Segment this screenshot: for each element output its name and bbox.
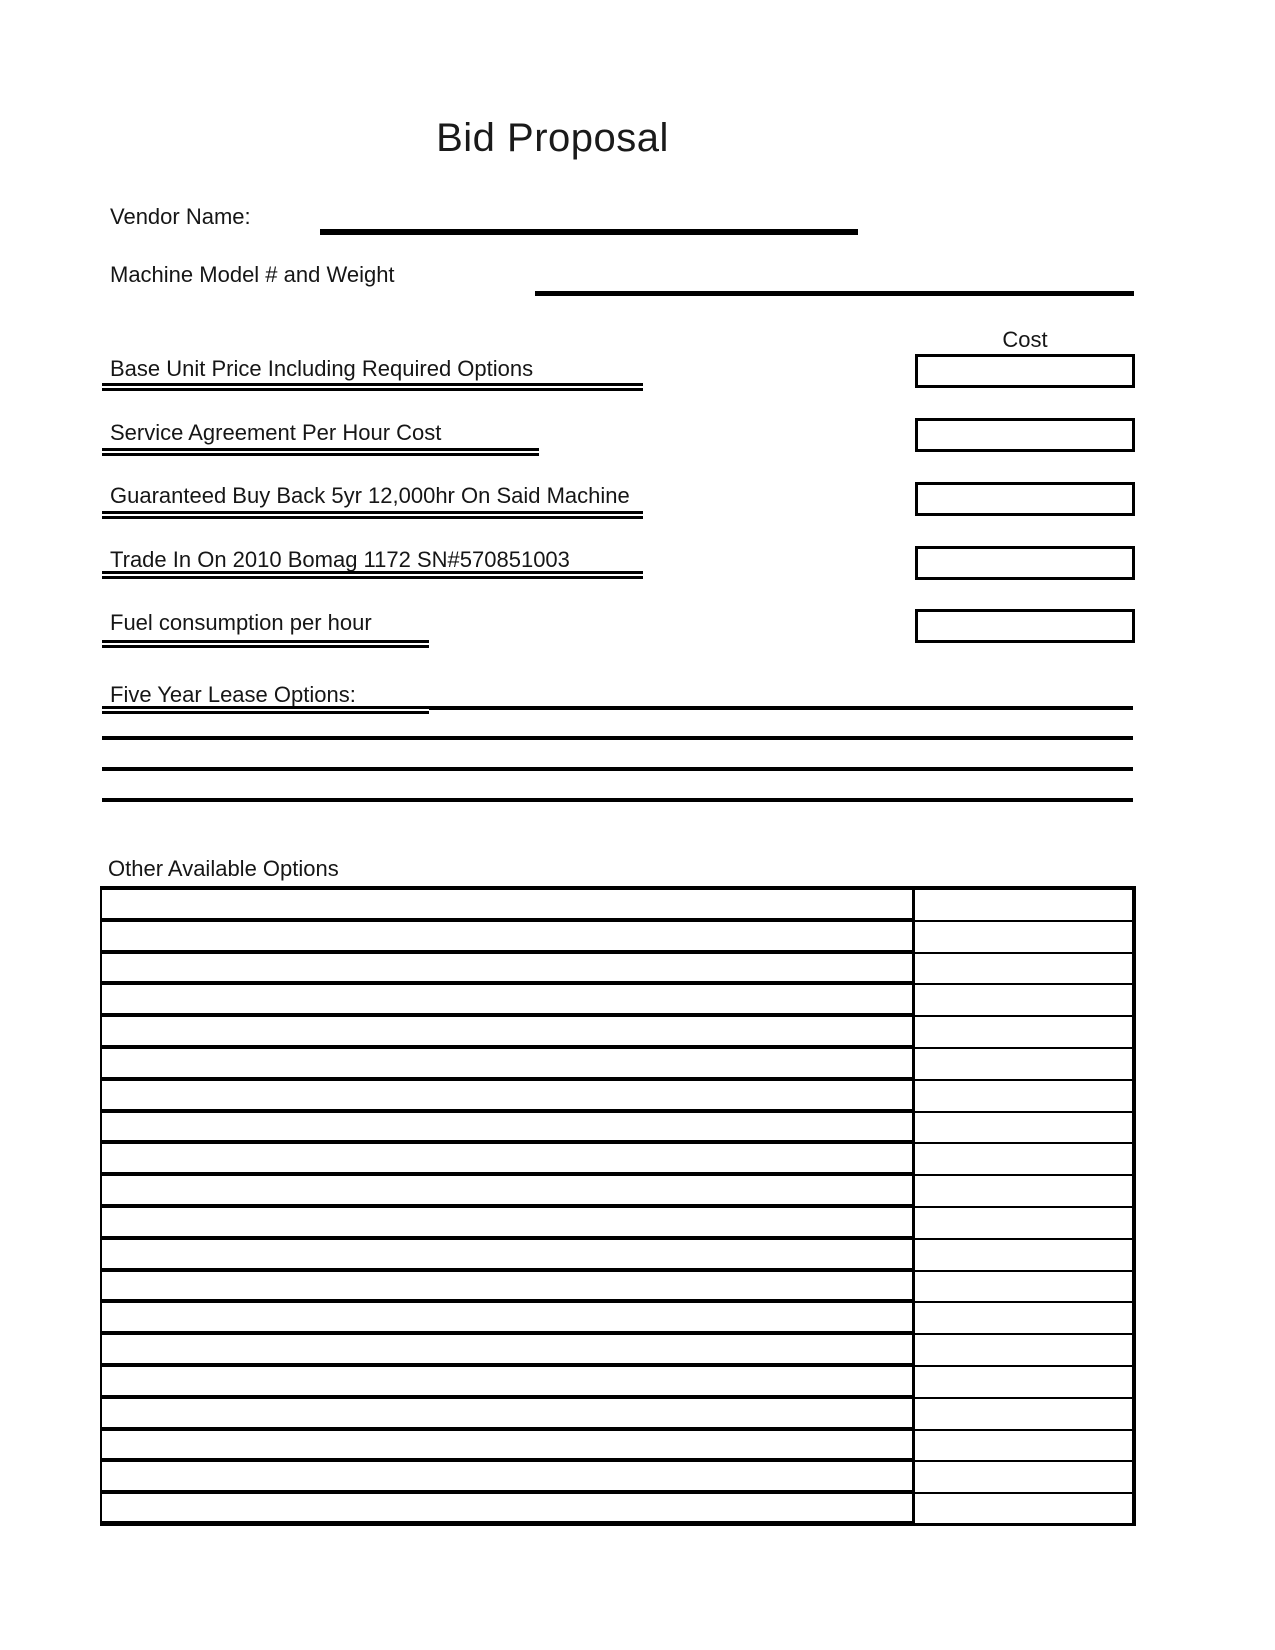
- machine-model-label: Machine Model # and Weight: [110, 262, 395, 287]
- table-row: [100, 1176, 1136, 1208]
- option-cost-cell[interactable]: [915, 1017, 1136, 1049]
- option-cost-cell[interactable]: [915, 1113, 1136, 1145]
- option-cost-cell[interactable]: [915, 1081, 1136, 1113]
- option-description-cell[interactable]: [100, 1240, 915, 1272]
- lease-line-4[interactable]: [102, 798, 1133, 802]
- cost-row-label-trade-in: Trade In On 2010 Bomag 1172 SN#570851003: [110, 547, 570, 572]
- option-description-cell[interactable]: [100, 1462, 915, 1494]
- table-row: [100, 1462, 1136, 1494]
- cost-input-base-unit-price[interactable]: [915, 354, 1135, 388]
- option-description-cell[interactable]: [100, 1113, 915, 1145]
- option-description-cell[interactable]: [100, 1144, 915, 1176]
- lease-line-3[interactable]: [102, 767, 1133, 771]
- option-description-cell[interactable]: [100, 1335, 915, 1367]
- table-row: [100, 1303, 1136, 1335]
- table-row: [100, 1144, 1136, 1176]
- label-underline: [102, 383, 643, 391]
- option-cost-cell[interactable]: [915, 1049, 1136, 1081]
- label-underline: [102, 640, 429, 648]
- table-row: [100, 985, 1136, 1017]
- table-row: [100, 1431, 1136, 1463]
- page-title: Bid Proposal: [436, 116, 669, 160]
- option-description-cell[interactable]: [100, 1431, 915, 1463]
- table-row: [100, 1335, 1136, 1367]
- table-row: [100, 1049, 1136, 1081]
- option-description-cell[interactable]: [100, 922, 915, 954]
- option-cost-cell[interactable]: [915, 985, 1136, 1017]
- table-row: [100, 1081, 1136, 1113]
- table-row: [100, 890, 1136, 922]
- option-cost-cell[interactable]: [915, 1240, 1136, 1272]
- option-cost-cell[interactable]: [915, 1399, 1136, 1431]
- option-description-cell[interactable]: [100, 954, 915, 986]
- cost-input-trade-in[interactable]: [915, 546, 1135, 580]
- table-row: [100, 922, 1136, 954]
- option-cost-cell[interactable]: [915, 1367, 1136, 1399]
- table-row: [100, 1367, 1136, 1399]
- label-underline: [102, 571, 643, 579]
- options-table: [100, 886, 1136, 1526]
- table-row: [100, 1399, 1136, 1431]
- option-description-cell[interactable]: [100, 1176, 915, 1208]
- table-row: [100, 1240, 1136, 1272]
- option-description-cell[interactable]: [100, 1272, 915, 1304]
- machine-model-blank[interactable]: [535, 291, 1134, 296]
- option-description-cell[interactable]: [100, 1049, 915, 1081]
- table-row: [100, 1494, 1136, 1526]
- cost-row-label-fuel-consumption: Fuel consumption per hour: [110, 610, 372, 635]
- label-underline: [102, 448, 539, 456]
- cost-row-label-guaranteed-buy-back: Guaranteed Buy Back 5yr 12,000hr On Said Machine: [110, 483, 630, 508]
- cost-row-label-base-unit-price: Base Unit Price Including Required Options: [110, 356, 534, 381]
- option-description-cell[interactable]: [100, 890, 915, 922]
- other-options-label: Other Available Options: [108, 856, 339, 881]
- option-description-cell[interactable]: [100, 1494, 915, 1526]
- option-cost-cell[interactable]: [915, 1303, 1136, 1335]
- option-description-cell[interactable]: [100, 985, 915, 1017]
- option-cost-cell[interactable]: [915, 1494, 1136, 1526]
- option-cost-cell[interactable]: [915, 1462, 1136, 1494]
- option-description-cell[interactable]: [100, 1303, 915, 1335]
- cost-input-fuel-consumption[interactable]: [915, 609, 1135, 643]
- table-row: [100, 1113, 1136, 1145]
- option-description-cell[interactable]: [100, 1017, 915, 1049]
- cost-input-service-agreement[interactable]: [915, 418, 1135, 452]
- lease-options-label: Five Year Lease Options:: [110, 682, 356, 707]
- lease-line-1[interactable]: [429, 706, 1133, 710]
- lease-line-2[interactable]: [102, 736, 1133, 740]
- option-description-cell[interactable]: [100, 1081, 915, 1113]
- table-row: [100, 1208, 1136, 1240]
- option-cost-cell[interactable]: [915, 922, 1136, 954]
- table-row: [100, 1272, 1136, 1304]
- option-cost-cell[interactable]: [915, 1335, 1136, 1367]
- table-row: [100, 1017, 1136, 1049]
- cost-row-label-service-agreement: Service Agreement Per Hour Cost: [110, 420, 442, 445]
- option-description-cell[interactable]: [100, 1399, 915, 1431]
- option-cost-cell[interactable]: [915, 1208, 1136, 1240]
- option-cost-cell[interactable]: [915, 954, 1136, 986]
- label-underline: [102, 706, 429, 714]
- option-cost-cell[interactable]: [915, 1272, 1136, 1304]
- cost-column-header: Cost: [1002, 327, 1048, 352]
- option-cost-cell[interactable]: [915, 1144, 1136, 1176]
- option-cost-cell[interactable]: [915, 1176, 1136, 1208]
- label-underline: [102, 511, 643, 519]
- vendor-name-label: Vendor Name:: [110, 204, 251, 229]
- option-cost-cell[interactable]: [915, 890, 1136, 922]
- option-description-cell[interactable]: [100, 1208, 915, 1240]
- option-cost-cell[interactable]: [915, 1431, 1136, 1463]
- cost-input-guaranteed-buy-back[interactable]: [915, 482, 1135, 516]
- table-row: [100, 954, 1136, 986]
- vendor-name-blank[interactable]: [320, 229, 858, 235]
- option-description-cell[interactable]: [100, 1367, 915, 1399]
